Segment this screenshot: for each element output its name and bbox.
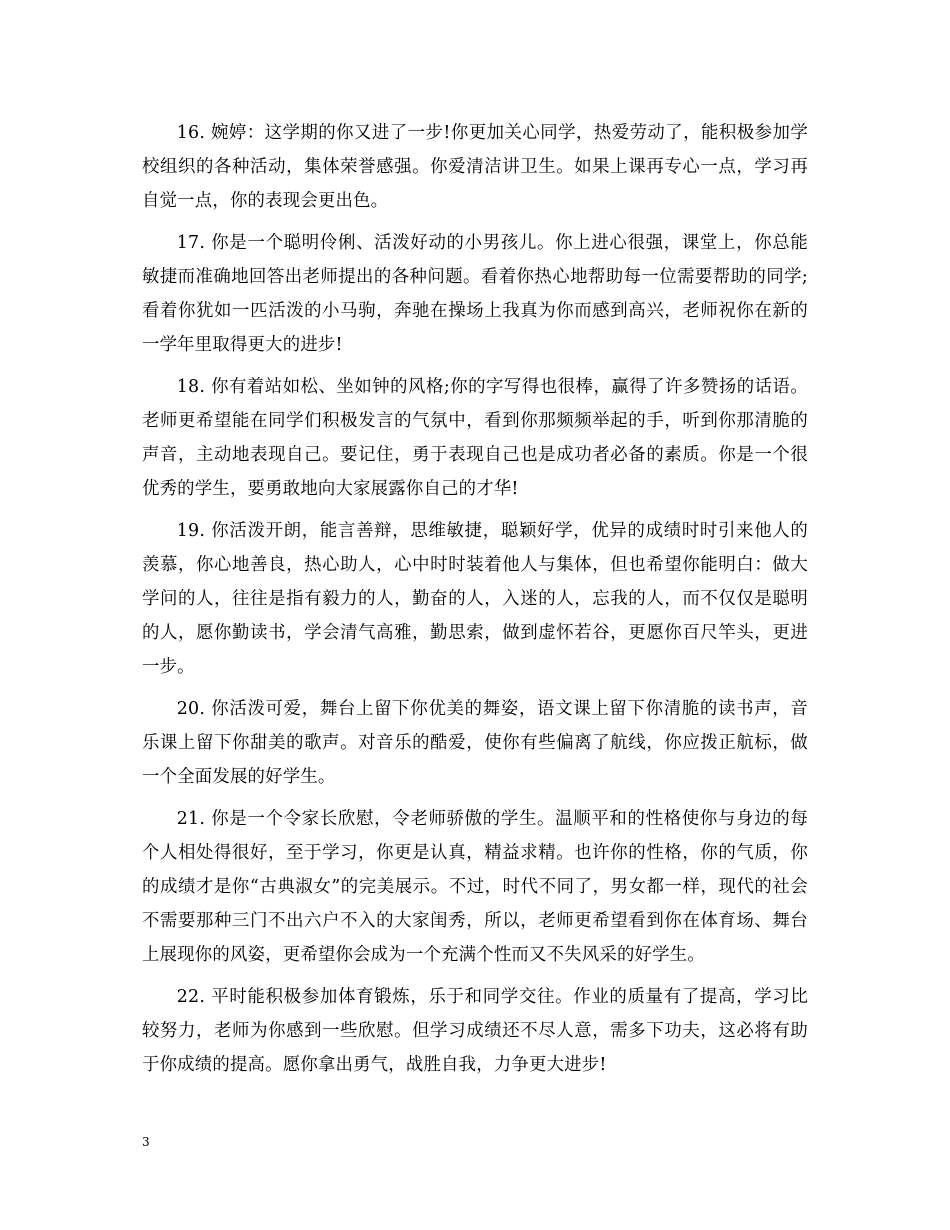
comment-paragraph-22: 22. 平时能积极参加体育锻炼，乐于和同学交往。作业的质量有了提高，学习比较努力，老师为你感到一些欣慰。但学习成绩还不尽人意，需多下功夫，这必将有助于你成绩的提高。愿你拿出勇气，战胜自我，力争更大进步!: [142, 987, 808, 1075]
comment-paragraph-20: 20. 你活泼可爱，舞台上留下你优美的舞姿，语文课上留下你清脆的读书声，音乐课上留下你甜美的歌声。对音乐的酷爱，使你有些偏离了航线，你应拨正航标，做一个全面发展的好学生。: [142, 699, 808, 787]
comment-paragraph-17: 17. 你是一个聪明伶俐、活泼好动的小男孩儿。你上进心很强，课堂上，你总能敏捷而准确地回答出老师提出的各种问题。看着你热心地帮助每一位需要帮助的同学;看着你犹如一匹活泼的小马驹，奔驰在操场上我真为你而感到高兴，老师祝你在新的一学年里取得更大的进步!: [142, 233, 808, 355]
comment-paragraph-18: 18. 你有着站如松、坐如钟的风格;你的字写得也很棒，赢得了许多赞扬的话语。老师更希望能在同学们积极发言的气氛中，看到你那频频举起的手，听到你那清脆的声音，主动地表现自己。要记住，勇于表现自己也是成功者必备的素质。你是一个很优秀的学生，要勇敢地向大家展露你自己的才华!: [142, 377, 808, 499]
document-body: [142, 116, 808, 1090]
comment-paragraph-19: 19. 你活泼开朗，能言善辩，思维敏捷，聪颖好学，优异的成绩时时引来他人的羡慕，你心地善良，热心助人，心中时时装着他人与集体，但也希望你能明白：做大学问的人，往往是指有毅力的人，勤奋的人，入迷的人，忘我的人，而不仅仅是聪明的人，愿你勤读书，学会清气高雅，勤思索，做到虚怀若谷，更愿你百尺竿头，更进一步。: [142, 521, 808, 677]
comment-paragraph-21: 21. 你是一个令家长欣慰，令老师骄傲的学生。温顺平和的性格使你与身边的每个人相处得很好，至于学习，你更是认真，精益求精。也许你的性格，你的气质，你的成绩才是你“古典淑女”的完美展示。不过，时代不同了，男女都一样，现代的社会不需要那种三门不出六户不入的大家闺秀，所以，老师更希望看到你在体育场、舞台上展现你的风姿，更希望你会成为一个充满个性而又不失风采的好学生。: [142, 809, 808, 965]
comment-paragraph-16: 16. 婉婷：这学期的你又进了一步!你更加关心同学，热爱劳动了，能积极参加学校组织的各种活动，集体荣誉感强。你爱清洁讲卫生。如果上课再专心一点，学习再自觉一点，你的表现会更出色。: [142, 123, 808, 211]
page-number: 3: [142, 1135, 150, 1149]
